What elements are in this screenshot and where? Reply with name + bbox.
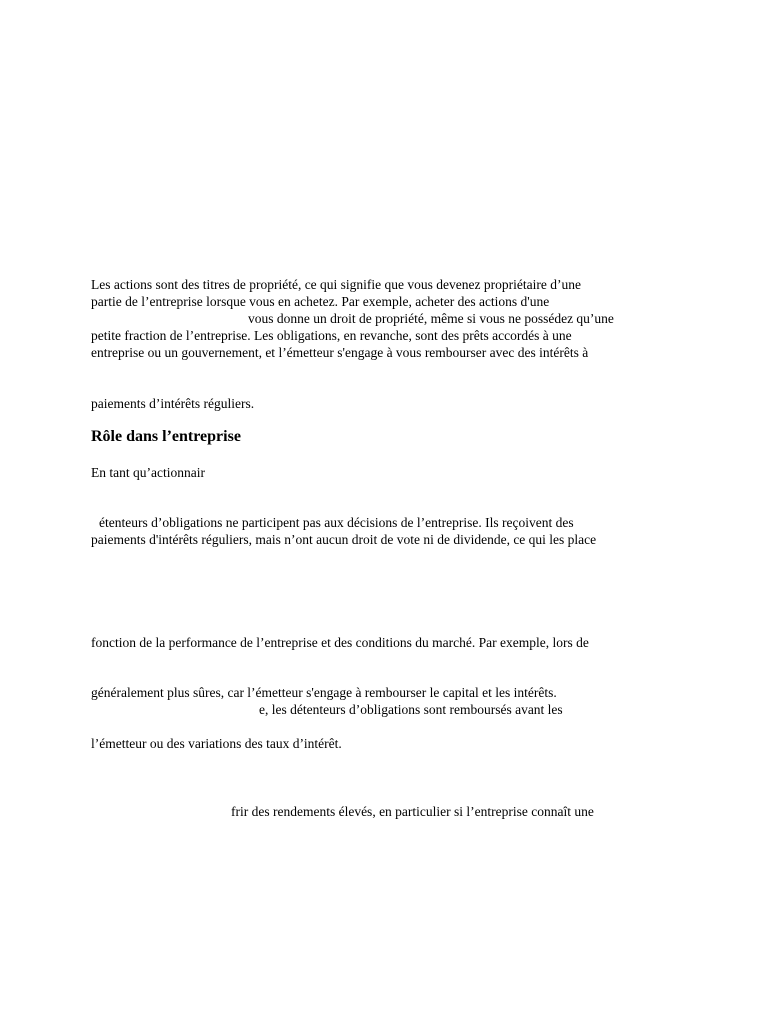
text-line: étenteurs d’obligations ne participent pas aux décisions de l’entreprise. Ils reçoivent des: [99, 515, 574, 530]
text-line: En tant qu’actionnair: [91, 465, 205, 480]
text-line: fonction de la performance de l’entreprise et des conditions du marché. Par exemple, lors de: [91, 635, 589, 650]
text-line: Les actions sont des titres de propriété, ce qui signifie que vous devenez propriétaire d’une: [91, 277, 581, 292]
text-line: entreprise ou un gouvernement, et l’émetteur s'engage à vous rembourser avec des intérêts à: [91, 345, 589, 360]
text-line: généralement plus sûres, car l’émetteur s'engage à rembourser le capital et les intérêts.: [91, 685, 557, 700]
text-line: frir des rendements élevés, en particulier si l’entreprise connaît une: [231, 804, 594, 819]
text-line: e, les détenteurs d’obligations sont remboursés avant les: [259, 702, 563, 717]
text-line: petite fraction de l’entreprise. Les obligations, en revanche, sont des prêts accordés à une: [91, 328, 572, 343]
text-line: paiements d'intérêts réguliers, mais n’ont aucun droit de vote ni de dividende, ce qui les place: [91, 532, 597, 547]
text-line: partie de l’entreprise lorsque vous en achetez. Par exemple, acheter des actions d'une: [91, 294, 550, 309]
text-line: vous donne un droit de propriété, même si vous ne possédez qu’une: [248, 311, 614, 326]
text-line: paiements d’intérêts réguliers.: [91, 396, 255, 411]
text-line: l’émetteur ou des variations des taux d’intérêt.: [91, 736, 342, 751]
section-heading: Rôle dans l’entreprise: [91, 428, 241, 445]
